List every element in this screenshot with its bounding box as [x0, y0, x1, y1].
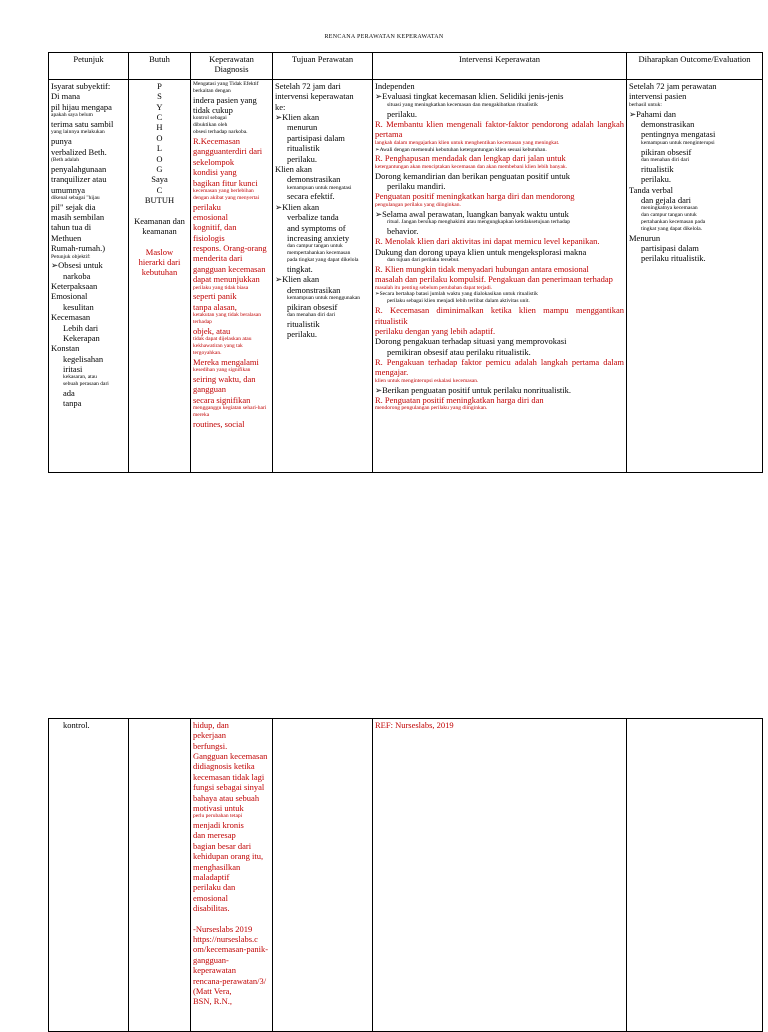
cell-line: indera pasien yang tidak cukup [193, 94, 257, 116]
need-cell-continued [129, 719, 191, 1032]
cell-line: bahaya atau sebuah [193, 792, 260, 803]
cell-line: disabilitas. [193, 902, 230, 913]
cell-line: R. Penghapusan mendadak dan lengkap dari jalan untuk [375, 153, 566, 164]
cell-line: pengulangan perilaku yang diinginkan. [375, 201, 461, 208]
cell-line: Petunjuk objektif: [51, 253, 91, 260]
cell-line: intervensi pasien [629, 91, 687, 102]
cell-line: Y [156, 101, 163, 112]
cell-line: ➢ Awali dengan memenuhi kebutuhan ketergantungan klien sesuai kebutuhan. [375, 147, 624, 154]
cell-line: Dorong pengakuan terhadap situasi yang memprovokasi [375, 336, 567, 347]
cell-line: dan tujuan dari perilaku tersebut. [387, 256, 460, 263]
cell-line: gangguanterdiri dari [193, 146, 263, 157]
cell-line: dengan akibat yang menyertai [193, 194, 260, 201]
header-tujuan: Tujuan Perawatan [273, 53, 373, 80]
cell-line: pertahankan kecemasan pada [641, 218, 706, 225]
cell-line: mempertahankan kecemasan [287, 250, 351, 257]
cell-line: secara efektif. [287, 191, 335, 202]
cell-line: Emosional [51, 291, 88, 302]
cell-line: perilaku mandiri. [387, 181, 446, 192]
cell-line: dibuktikan oleh [193, 122, 228, 129]
cell-line: tahun tua di [51, 222, 92, 233]
cell-line: demonstrasikan [287, 284, 341, 295]
cell-line: O [156, 153, 163, 164]
need-cell [129, 80, 191, 473]
cell-line: gangguan kecemasan [193, 263, 266, 274]
cell-line: fisiologis [193, 232, 225, 243]
cell-line: R. Menolak klien dari aktivitas ini dapat memicu level kepanikan. [375, 236, 600, 247]
cell-line: dapat menunjukkan [193, 274, 260, 285]
content-row [49, 80, 763, 473]
cell-line: and symptoms of [287, 222, 346, 233]
cell-line: kegelisahan [63, 353, 104, 364]
cell-line: Mengatasi yang Tidak Efektif [193, 81, 259, 87]
cell-line: perilaku. [641, 174, 671, 185]
cell-line: Mereka mengalami [193, 356, 259, 367]
cues-cell-continued [49, 719, 129, 1032]
cell-line: perilaku sebagai klien menjadi lebih terlibat dalam aktivitas unit. [387, 298, 530, 305]
cell-line: meningkatnya kecemasan [641, 205, 698, 212]
cell-line: terima satu sambil [51, 118, 114, 129]
cell-line: menurun [287, 122, 318, 133]
cell-line: perilaku. [287, 153, 317, 164]
cell-line: tranquilizer atau [51, 174, 107, 185]
cell-line: pil" sejak dia [51, 201, 96, 212]
cell-line: situasi yang meningkatkan kecemasan dan mengakibatkan ritualistik [387, 101, 538, 108]
cell-line: ➢ Obsesi untuk [51, 260, 126, 270]
cell-line: H [156, 122, 163, 133]
cell-line: dan menahan diri dari [287, 312, 336, 319]
cell-line: kemampuan untuk menggunakan [287, 294, 361, 301]
cell-line: menderita dari [193, 253, 243, 264]
cell-line: ➢ Selama awal perawatan, luangkan banyak waktu untuk [375, 209, 624, 219]
cell-line: perilaku. [387, 108, 417, 119]
cell-line: R. Kecemasan diminimalkan ketika klien mampu menggantikan ritualistik [375, 305, 624, 326]
care-plan-table-continued [48, 718, 763, 1032]
cell-line: kemampuan untuk menginterupsi [641, 139, 715, 146]
cell-line: ketakutan yang tidak beralasan terhadap [193, 312, 261, 325]
cell-line: kebutuhan [141, 267, 178, 278]
cell-line: Dorong kemandirian dan berikan penguatan positif untuk [375, 170, 570, 181]
cell-line: berfungsi. [193, 740, 228, 751]
cell-line: Independen [375, 81, 415, 91]
cell-line: Menurun [629, 232, 661, 243]
cell-line: Saya [151, 174, 168, 185]
cell-line: berkaitan dengan [193, 87, 231, 94]
cell-line: dan gejala dari [641, 194, 692, 205]
cell-line: sebuah perasaan dari [63, 381, 109, 388]
care-plan-table [48, 52, 763, 473]
cell-line: Rumah-rumah.) [51, 243, 106, 254]
cell-line: kemampuan untuk mengatasi [287, 184, 352, 191]
cell-line: kognitif, dan [193, 222, 237, 233]
cell-line: berhasil untuk: [629, 101, 662, 108]
cell-line: om/kecemasan-panik- [193, 944, 269, 955]
cell-line: penyalahgunaan [51, 163, 107, 174]
cell-line: R. Membantu klien mengenali faktor-faktor pendorong adalah langkah pertama [375, 118, 624, 140]
cell-line: mengganggu kegiatan sehari-hari mereka [193, 405, 267, 419]
content-row-continued [49, 719, 763, 1032]
cell-line: mendorong pengulangan perilaku yang diinginkan. [375, 405, 488, 412]
cell-line: demonstrasikan [641, 118, 695, 129]
cell-line: langkah dalam mengajarkan klien untuk menghentikan kecemasan yang meningkat. [375, 139, 560, 146]
cell-line: masalah dan perilaku kompulsif. Pengakuan dan penerimaan terhadap [375, 274, 613, 285]
intervention-cell-continued [373, 719, 627, 1032]
cell-line: hierarki dari [138, 257, 181, 268]
cell-line: perilaku dan [193, 882, 236, 893]
cell-line: ➢ Evaluasi tingkat kecemasan klien. Selidiki jenis-jenis [375, 91, 624, 101]
cell-line: punya [51, 136, 72, 147]
cell-line: apakah saya belum [51, 112, 93, 119]
cell-line: Gangguan kecemasan [193, 751, 268, 762]
cell-line: R. Klien mungkin tidak menyadari hubungan antara emosional [375, 263, 589, 274]
cell-line: secara signifikan [193, 394, 251, 405]
cell-line: objek, atau [193, 325, 231, 336]
goal-cell [273, 80, 373, 473]
cell-line: tingkat yang dapat dikelola. [641, 225, 703, 232]
cell-line: kesedihan yang signifikan [193, 367, 251, 374]
cell-line: perilaku. [287, 329, 317, 340]
cell-line: iritasi [63, 364, 83, 374]
cell-line: bagian besar dari [193, 840, 252, 851]
cell-line: perilaku dengan yang lebih adaptif. [375, 325, 496, 336]
cell-line [131, 236, 188, 246]
cell-line: kehidupan orang itu, [193, 851, 264, 862]
header-butuh: Butuh [129, 53, 191, 80]
cell-line: Keamanan dan [134, 215, 185, 226]
diagnosis-cell [191, 80, 273, 473]
cell-line: dan menahan diri dari [641, 156, 690, 163]
cell-line: hidup, dan [193, 720, 229, 730]
cell-line: pentingnya mengatasi [641, 129, 716, 140]
cell-line: ➢ Secara bertahap batasi jumlah waktu yang dialokasikan untuk ritualistik [375, 291, 624, 298]
cell-line: tanpa alasan, [193, 301, 237, 312]
cell-line: ketergantungan akan menciptakan kecemasan dan akan membebani klien lebih banyak. [375, 163, 568, 170]
cell-line: klien untuk menginterupsi eskalasi kecemasan. [375, 377, 479, 384]
cell-line: G [156, 163, 163, 174]
cell-line: partisipasi dalam [287, 132, 345, 143]
cell-line: maladaptif [193, 871, 230, 882]
cell-line: Maslow [145, 246, 174, 257]
cell-line: Setelah 72 jam dari [275, 81, 341, 91]
header-row [49, 53, 763, 80]
cell-line [131, 205, 188, 215]
cell-line: perilaku [193, 201, 221, 212]
cell-line: R.Kecemasan [193, 136, 240, 147]
cell-line: dan campur tangan untuk [287, 243, 343, 250]
cell-line: ➢ Pahami dan [629, 109, 760, 119]
cell-line: https://nurseslabs.c [193, 934, 258, 945]
cell-line: Tanda verbal [629, 184, 674, 195]
cell-line: Di mana [51, 91, 81, 102]
cell-line: umumnya [51, 184, 85, 195]
cell-line: seperti panik [193, 291, 237, 302]
cell-line: ritualistik [641, 163, 674, 174]
cell-line: menghasilkan [193, 861, 241, 872]
cell-line: Isyarat subyektif: [51, 81, 111, 91]
cell-line: R. Penguatan positif meningkatkan harga diri dan [375, 394, 544, 405]
cell-line: ada [63, 388, 75, 399]
cell-line: C [156, 112, 163, 123]
cell-line: respons. Orang-orang [193, 243, 267, 254]
cell-line: menjadi kronis [193, 820, 244, 831]
cell-line: kondisi yang [193, 167, 237, 178]
cell-line: perilaku yang tidak biasa [193, 284, 249, 291]
cell-line: increasing anxiety [287, 232, 350, 243]
diagnosis-cell-continued [191, 719, 273, 1032]
cell-line: intervensi keperawatan [275, 91, 354, 102]
cell-line: L [156, 143, 163, 154]
cell-line: obsesi terhadap narkoba. [193, 129, 248, 136]
cell-line: Penguatan positif meningkatkan harga diri dan mendorong [375, 191, 575, 202]
cell-line: pada tingkat yang dapat dikelola [287, 257, 359, 264]
cell-line: motivasi untuk [193, 802, 244, 813]
cues-cell [49, 80, 129, 473]
cell-line: ke: [275, 101, 286, 112]
cell-line: Methuen [51, 232, 82, 243]
cell-line: verbalized Beth. [51, 146, 107, 157]
cell-line: tingkat. [287, 263, 313, 274]
cell-line: pemikiran obsesif atau perilaku ritualistik. [387, 346, 531, 357]
cell-line: gangguan [193, 384, 227, 395]
cell-line: perilaku ritualistik. [641, 253, 706, 264]
cell-line: kecemasan tidak lagi [193, 771, 265, 782]
cell-line: R. Pengakuan terhadap faktor pemicu adalah langkah pertama dalam mengajar. [375, 356, 624, 378]
cell-line: pekerjaan [193, 730, 227, 741]
cell-line: REF: Nurseslabs, 2019 [375, 720, 454, 730]
cell-line: masih sembilan [51, 212, 105, 223]
cell-line: ritualistik [287, 319, 320, 330]
cell-line: sekelompok [193, 156, 235, 167]
cell-line: S [157, 91, 162, 102]
cell-line: dan meresap [193, 830, 236, 841]
cell-line: perlu perubahan tetapi [193, 813, 243, 820]
cell-line: Klien akan [275, 163, 313, 174]
cell-line: didiagnosis ketika [193, 761, 255, 772]
intervention-cell [373, 80, 627, 473]
cell-line: pikiran obsesif [641, 146, 692, 157]
cell-line: Kekerapan [63, 332, 100, 343]
cell-line: routines, social [193, 418, 245, 429]
cell-line [193, 913, 270, 923]
cell-line: O [156, 132, 163, 143]
cell-line: emosional [193, 892, 228, 903]
cell-line: gangguan-keperawatan [193, 954, 236, 976]
cell-line: ➢ Klien akan [275, 202, 370, 212]
cell-line: Lebih dari [63, 322, 99, 333]
cell-line: Keterpaksaan [51, 281, 98, 292]
cell-line: ➢ Berikan penguatan positif untuk perilaku nonritualistik. [375, 385, 624, 395]
cell-line: (Matt Vera, [193, 985, 232, 996]
cell-line: fungsi sebagai sinyal [193, 782, 265, 793]
cell-line: Kecemasan [51, 312, 91, 323]
cell-line: keamanan [142, 226, 177, 237]
cell-line: pil hijau mengapa [51, 101, 112, 112]
outcome-cell [627, 80, 763, 473]
cell-line: tidak dapat dijelaskan atau [193, 336, 252, 343]
header-outcome: Diharapkan Outcome/Evaluation [627, 53, 763, 80]
cell-line: behavior. [387, 225, 419, 236]
cell-line: Dukung dan dorong upaya klien untuk mengeksplorasi makna [375, 246, 587, 257]
cell-line: -Nurseslabs 2019 [193, 923, 253, 934]
cell-line: Setelah 72 jam perawatan [629, 81, 717, 91]
cell-line: masalah itu penting sebelum perubahan dapat terjadi. [375, 284, 493, 291]
cell-line: emosional [193, 212, 228, 222]
cell-line: rencana-perawatan/3/ [193, 975, 267, 986]
cell-line: demonstrasikan [287, 174, 341, 185]
cell-line: P [157, 81, 162, 91]
cell-line: yang lainnya melakukan [51, 129, 105, 136]
cell-line: Konstan [51, 343, 80, 354]
header-intervensi: Intervensi Keperawatan [373, 53, 627, 80]
cell-line: kekasaran, atau [63, 374, 97, 381]
cell-line: kesulitan [63, 301, 94, 312]
outcome-cell-continued [627, 719, 763, 1032]
cell-line: narkoba [63, 270, 91, 281]
cell-line: ritual. Jangan bersikap menghakimi atau mengungkapkan ketidaksetujuan terhadap [387, 218, 570, 225]
cell-line: BUTUH [144, 194, 175, 205]
cell-line: bagikan fitur kunci [193, 177, 258, 188]
cell-line: kecemasan yang berlebihan [193, 187, 254, 194]
goal-cell-continued [273, 719, 373, 1032]
cell-line: C [156, 184, 163, 195]
cell-line: ritualistik [287, 143, 320, 154]
cell-line: pikiran obsesif [287, 301, 338, 312]
cell-line: seiring waktu, dan [193, 374, 256, 385]
cell-line: kontrol. [63, 720, 90, 730]
cell-line: kontrol sebagai [193, 115, 227, 122]
cell-line: kekhawatiran yang tak tergoyahkan. [193, 343, 243, 356]
cell-line: verbalize tanda [287, 212, 339, 223]
cell-line: ➢ Klien akan [275, 274, 370, 284]
header-petunjuk: Petunjuk [49, 53, 129, 80]
cell-line: (Beth adalah [51, 156, 79, 163]
header-diagnosis: Keperawatan Diagnosis [191, 53, 273, 80]
cell-line: tanpa [63, 398, 82, 409]
cell-line: BSN, R.N., [193, 996, 232, 1007]
cell-line: ➢ Klien akan [275, 112, 370, 122]
document-title: RENCANA PERAWATAN KEPERAWATAN [324, 34, 444, 40]
cell-line: partisipasi dalam [641, 243, 699, 254]
cell-line: dikenal sebagai "hijau [51, 194, 100, 201]
cell-line: dan campur tangan untuk [641, 212, 697, 219]
